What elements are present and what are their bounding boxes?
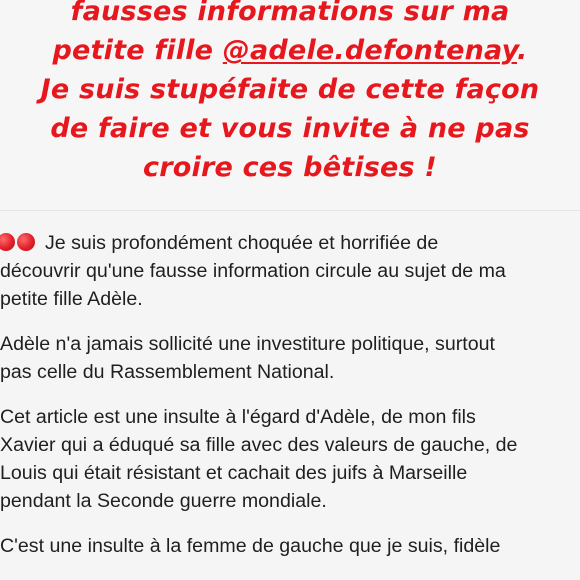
red-circle-icon: [17, 233, 35, 251]
caption-line: croire ces bêtises !: [143, 152, 437, 183]
red-circle-icon: [0, 233, 15, 251]
post-line: petite fille Adèle.: [0, 288, 143, 310]
post-line: pas celle du Rassemblement National.: [0, 361, 335, 383]
post-line: [0, 229, 580, 257]
post-paragraph: [0, 330, 580, 386]
caption-text: [0, 0, 580, 187]
caption-line: [0, 31, 580, 70]
post-line: Xavier qui a éduqué sa fille avec des valeurs de gauche, de: [0, 434, 518, 456]
post-body: [0, 229, 580, 577]
caption-line: fausses informations sur ma: [70, 0, 510, 27]
post-paragraph: [0, 403, 580, 515]
post-line: C'est une insulte à la femme de gauche que je suis, fidèle: [0, 535, 501, 557]
post-line: Louis qui était résistant et cachait des juifs à Marseille: [0, 462, 468, 484]
caption-line-suffix: .: [516, 35, 528, 66]
post-line-text: Je suis profondément choquée et horrifiée de: [45, 232, 439, 254]
post-line: Adèle n'a jamais sollicité une investiture politique, surtout: [0, 333, 495, 355]
post-line: Cet article est une insulte à l'égard d'Adèle, de mon fils: [0, 406, 476, 428]
caption-line: Je suis stupéfaite de cette façon: [40, 74, 540, 105]
post-paragraph: [0, 229, 580, 313]
post-line: découvrir qu'une fausse information circule au sujet de ma: [0, 260, 506, 282]
caption-line: de faire et vous invite à ne pas: [50, 113, 530, 144]
caption-card: [0, 0, 580, 211]
post-screenshot: [0, 211, 580, 580]
caption-line-prefix: petite fille: [52, 35, 223, 66]
mention-link[interactable]: @adele.defontenay: [222, 35, 517, 66]
post-paragraph: [0, 532, 580, 560]
post-line: pendant la Seconde guerre mondiale.: [0, 490, 327, 512]
